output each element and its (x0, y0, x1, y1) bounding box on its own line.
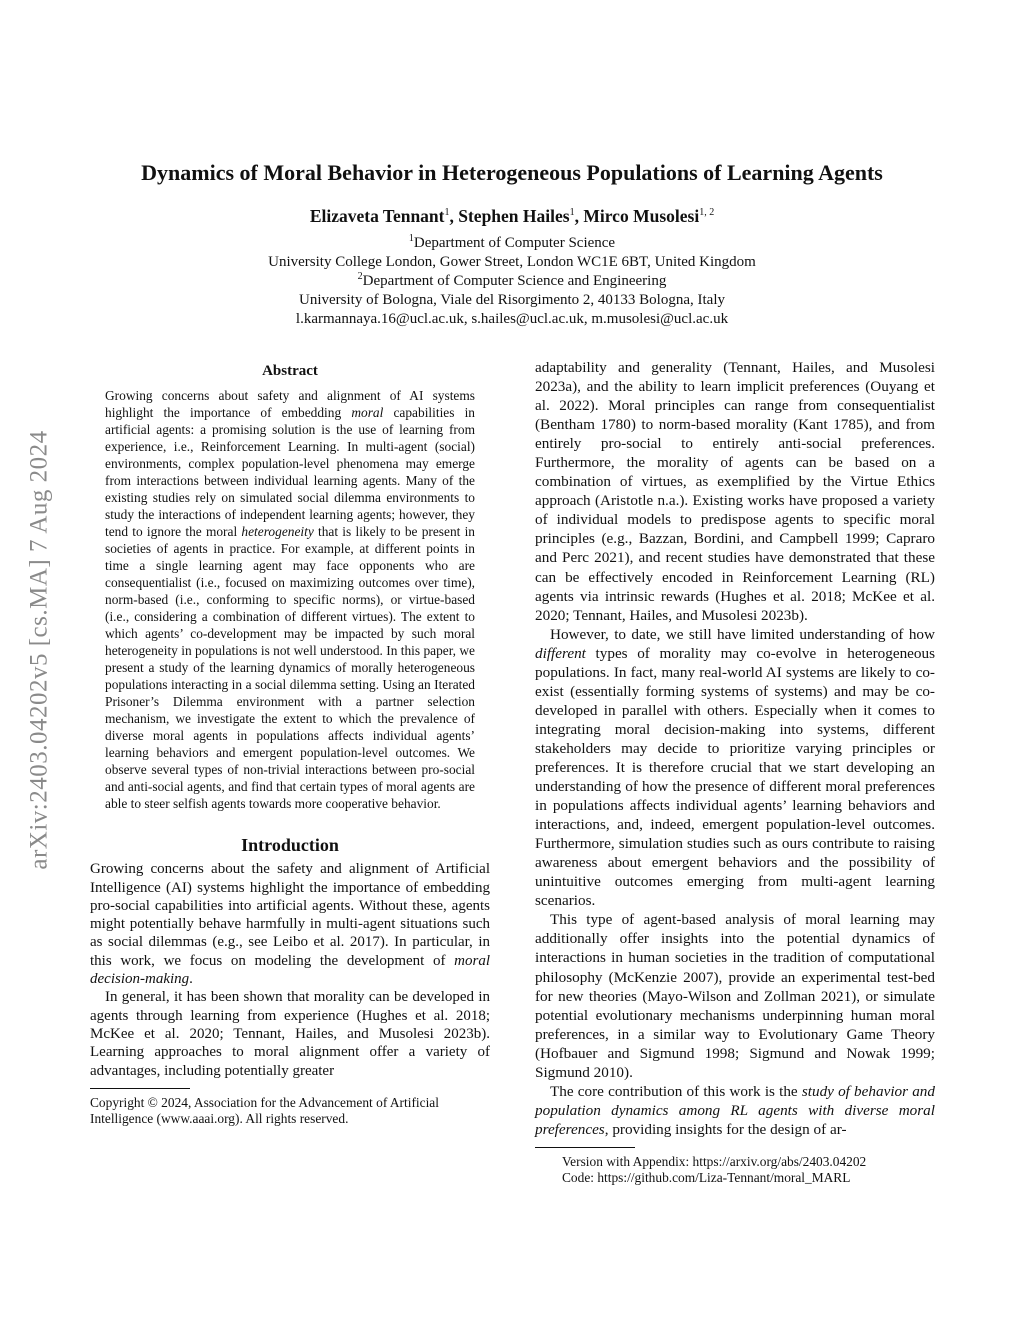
affil-text: Department of Computer Science (413, 235, 616, 251)
author-list: Elizaveta Tennant$^1$, Stephen Hailes$^1$, Mirco Musolesi$^{1, 2}$ (309, 206, 715, 226)
body-emphasis: study of behavior and population dynamics among RL agents with diverse moral preferences (535, 1082, 935, 1138)
body-span: The core contribution of this work is the (550, 1082, 802, 1100)
author-emails: l.karmannaya.16@ucl.ac.uk, s.hailes@ucl.ac.uk, m.musolesi@ucl.ac.uk (295, 311, 729, 327)
affil-mark: 2 (357, 271, 363, 282)
intro-paragraph: In general, it has been shown that morality can be developed in agents through learning from experience (Hughes et al. 2018; McKee et al. 2020; Tennant, Hailes, and Musolesi 2023b). Learning approaches to moral alignment offer a variety of advantages, including potentially greater (90, 989, 490, 1079)
abstract-emphasis: moral (351, 405, 384, 420)
intro-span: Growing concerns about the safety and alignment of Artificial Intelligence (AI) systems highlight the importance of embedding pro-social capabilities into artificial agents. Without these, agents might potentially behave harmfully in multi-agent situations such as social dilemmas (e.g., see Leibo et al. 2017). In particular, in this work, we focus on modeling the development of (90, 861, 490, 969)
abstract-span: Growing concerns about safety and alignment of AI systems highlight the importance of embedding (105, 388, 475, 420)
arxiv-identifier-text: arXiv:2403.04202v5 [cs.MA] 7 Aug 2024 (26, 430, 53, 870)
affiliations (0, 234, 1024, 329)
footnote-rule (535, 1147, 635, 1148)
body-paragraph: adaptability and generality (Tennant, Hailes, and Musolesi 2023a), and the ability to learn implicit preferences (Ouyang et al. 2022). Moral principles can range from consequentialist (Bentham 1780) to norm-based morality (Kant 1785), and from entirely pro-social to entirely anti-social preferences. Furthermore, the morality of agents can be based on a combination of virtues, as exemplified by the Virtue Ethics approach (Aristotle n.a.). Existing works have proposed a variety of individual models to predispose agents to specific moral principles (e.g., Bazzan, Bordini, and Campbell 1999; Capraro and Perc 2021), and recent studies have demonstrated that these can be effectively encoded in Reinforcement Learning (RL) agents via intrinsic rewards (Hughes et al. 2018; McKee et al. 2020; Tennant, Hailes, and Musolesi 2023b). (535, 359, 935, 624)
author-affil-mark: 1 (444, 207, 450, 219)
affil-mark: 1 (408, 233, 414, 244)
abstract-emphasis: heterogeneity (241, 524, 314, 539)
affiliation-line (0, 272, 1024, 291)
right-column (535, 358, 935, 1187)
author-name: Stephen Hailes (458, 206, 570, 226)
body-span: , providing insights for the design of ar- (604, 1120, 847, 1138)
affiliation-line: University of Bologna, Viale del Risorgimento 2, 40133 Bologna, Italy (299, 292, 725, 308)
body-span: types of morality may co-evolve in heterogeneous populations. In fact, many real-world AI systems are likely to co-exist (essentially forming systems of systems) and may be co-developed in parallel with others. Especially when it comes to integrating moral decision-making into systems, different stakeholders may decide to prioritize varying principles or preferences. It is therefore crucial that we start developing an understanding of how the presence of different moral preferences in populations affects individual agents’ learning behaviors and interactions, and, indeed, emergent population-level outcomes. Furthermore, simulation studies such as ours contribute to raising awareness about emergent behaviors and the possibility of unintuitive outcomes emerging from multi-agent learning scenarios. (535, 644, 935, 910)
body-paragraph (535, 625, 935, 911)
version-footnote: Version with Appendix: https://arxiv.org/abs/2403.04202 (562, 1153, 867, 1169)
author-affil-mark: 1, 2 (699, 207, 715, 219)
author-name: Mirco Musolesi (583, 206, 700, 226)
affiliation-line (0, 234, 1024, 253)
affil-text: Department of Computer Science and Engineering (362, 273, 667, 289)
footnote-rule (90, 1088, 190, 1089)
author-affil-mark: 1 (569, 207, 575, 219)
body-span: However, to date, we still have limited understanding of how (550, 625, 935, 643)
abstract-span: that is likely to be present in societies of agents in practice. For example, at different points in time a single learning agent may face opponents who are consequentialist (i.e., focused on maximizing outcomes over time), norm-based (i.e., conforming to specific norms), or virtue-based (i.e., considering a combination of different virtues). The extent to which agents’ co-development may be impacted by such moral heterogeneity in populations is not well understood. In this paper, we present a study of the learning dynamics of morally heterogeneous populations interacting in a social dilemma setting. Using an Iterated Prisoner’s Dilemma environment with a partner selection mechanism, we investigate the extent to which the prevalence of diverse moral agents in populations affects individual agents’ learning behaviors and emergent population-level outcomes. We observe several types of non-trivial interactions between pro-social and anti-social agents, and find that certain types of moral agents are able to steer selfish agents towards more cooperative behavior. (105, 524, 476, 811)
body-paragraph: This type of agent-based analysis of moral learning may additionally offer insights into the potential dynamics of interactions in human societies in the tradition of computational philosophy (McKenzie 2007), provide an experimental test-bed for new theories (Mayo-Wilson and Zollman 2021), or simulate potential evolutionary mechanisms underpinning human moral preferences, in a similar way to Evolutionary Game Theory (Hofbauer and Sigmund 1998; Sigmund and Nowak 1999; Sigmund 2010). (535, 911, 935, 1081)
arxiv-identifier (14, 345, 66, 955)
body-paragraph (535, 1082, 935, 1139)
paper-title: Dynamics of Moral Behavior in Heterogeneous Populations of Learning Agents (141, 160, 883, 185)
left-column (90, 363, 490, 1128)
abstract-heading: Abstract (262, 363, 318, 379)
author-name: Elizaveta Tennant (309, 206, 445, 226)
body-emphasis: different (535, 644, 586, 662)
intro-span: . (189, 971, 193, 988)
intro-emphasis: moral decision-making (90, 952, 490, 988)
section-heading-introduction: Introduction (241, 835, 339, 855)
intro-paragraph (90, 860, 490, 988)
affiliation-line: University College London, Gower Street, London WC1E 6BT, United Kingdom (268, 254, 756, 270)
abstract (105, 363, 475, 812)
abstract-text (105, 387, 475, 812)
copyright-footnote: Copyright © 2024, Association for the Advancement of Artificial Intelligence (www.aaai.org). All rights reserved. (90, 1094, 439, 1127)
abstract-span: capabilities in artificial agents: a promising solution is the use of learning from experience, i.e., Reinforcement Learning. In multi-agent (social) environments, complex population-level phenomena may emerge from interactions between individual learning agents. Many of the existing studies rely on simulated social dilemma environments to study the interactions of independent learning agents; however, they tend to ignore the moral (105, 405, 476, 539)
code-footnote: Code: https://github.com/Liza-Tennant/moral_MARL (562, 1170, 851, 1186)
